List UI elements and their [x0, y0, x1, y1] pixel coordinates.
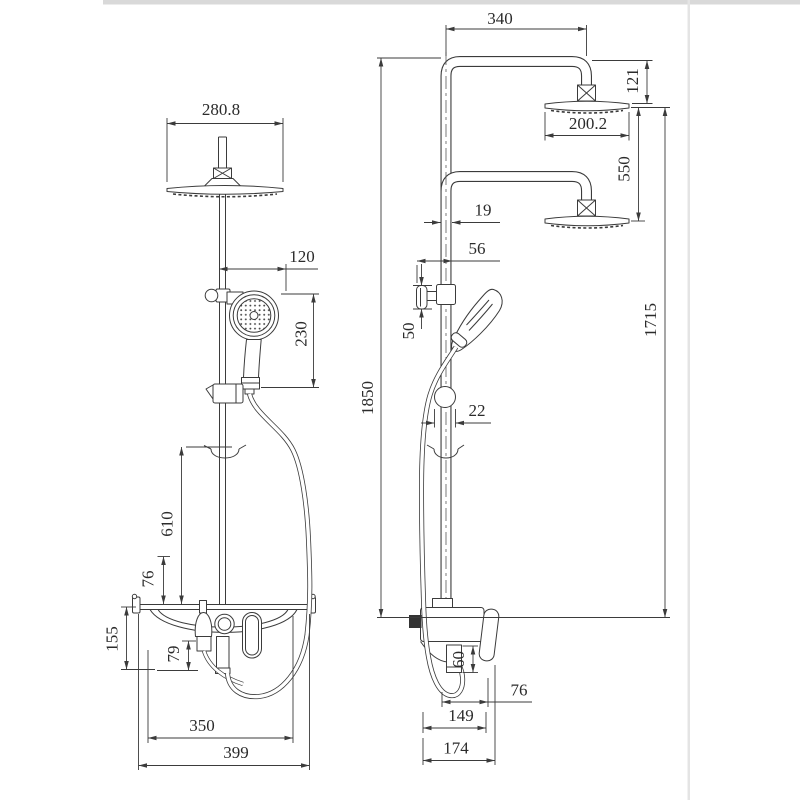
front-riser-pipe — [219, 137, 227, 604]
side-head-lower — [545, 200, 629, 228]
dim-label-shelf-upper: 76 — [138, 570, 158, 588]
front-slide-holder — [206, 384, 243, 403]
dim-label-shelf-inner-width: 350 — [189, 716, 215, 735]
dim-label-slider-width: 22 — [468, 401, 486, 420]
side-hand-shower — [450, 289, 503, 351]
spout-block — [197, 637, 211, 652]
dim-label-head-drop: 121 — [623, 68, 642, 94]
dim-head-drop — [592, 61, 653, 104]
dim-label-shelf-height: 155 — [102, 626, 122, 652]
dim-label-wall-offset: 56 — [468, 239, 486, 258]
dim-label-below-shelf: 79 — [164, 645, 183, 663]
dim-shelf-height — [103, 607, 156, 670]
dim-slider-width — [421, 401, 491, 428]
hose-connector-column — [217, 637, 230, 669]
dim-label-hose-offset: 76 — [510, 680, 528, 700]
front-hand-shower — [227, 291, 279, 394]
dim-label-head-diameter: 200.2 — [568, 114, 608, 133]
dim-below-shelf — [157, 641, 198, 671]
front-shelf — [132, 594, 315, 673]
mixer-body — [421, 608, 485, 642]
dim-label-pipe-diameter: 19 — [474, 200, 492, 220]
dim-label-total-depth: 174 — [443, 738, 469, 758]
dim-label-bracket-height: 50 — [399, 322, 418, 340]
dim-spout-depth — [423, 706, 486, 733]
front-rain-shower-head — [167, 168, 283, 197]
top-frame-band — [103, 0, 800, 5]
dim-label-hand-shower-offset: 120 — [289, 247, 315, 266]
side-view — [377, 9, 670, 765]
side-lower-arm — [446, 177, 587, 218]
dim-label-outlet-height: 60 — [449, 651, 468, 668]
dim-wall-offset — [417, 239, 500, 283]
dim-head-travel — [615, 108, 671, 222]
dim-label-height-to-head: 1715 — [641, 303, 660, 337]
front-view — [103, 58, 442, 770]
dim-label-arm-reach: 340 — [487, 9, 513, 28]
dim-bar-to-shelf — [158, 447, 233, 604]
dim-label-head-width: 280.8 — [201, 100, 241, 119]
right-frame-line — [688, 0, 691, 800]
dim-label-bar-to-shelf: 610 — [157, 511, 177, 537]
dim-arm-reach — [446, 9, 587, 56]
dim-shelf-upper — [139, 557, 171, 605]
hand-shower-handle — [244, 340, 262, 378]
dim-label-spout-depth: 149 — [448, 706, 474, 725]
dim-height-to-head — [641, 108, 665, 618]
front-upper-clamp — [205, 289, 230, 302]
side-head-upper — [545, 85, 629, 113]
dim-label-hand-shower-length: 230 — [291, 321, 311, 347]
dim-pipe-diameter — [424, 201, 500, 223]
side-slider-ball — [435, 387, 456, 408]
front-shower-hose — [228, 394, 310, 697]
dim-head-diameter — [545, 112, 629, 141]
shelf-left-endcap — [133, 597, 141, 613]
dim-label-shelf-width: 399 — [223, 743, 249, 762]
dim-hand-shower-offset — [219, 247, 318, 291]
dim-shelf-inner-width — [148, 616, 293, 743]
dim-label-head-travel: 550 — [614, 156, 634, 182]
dim-label-total-height: 1850 — [358, 381, 377, 415]
